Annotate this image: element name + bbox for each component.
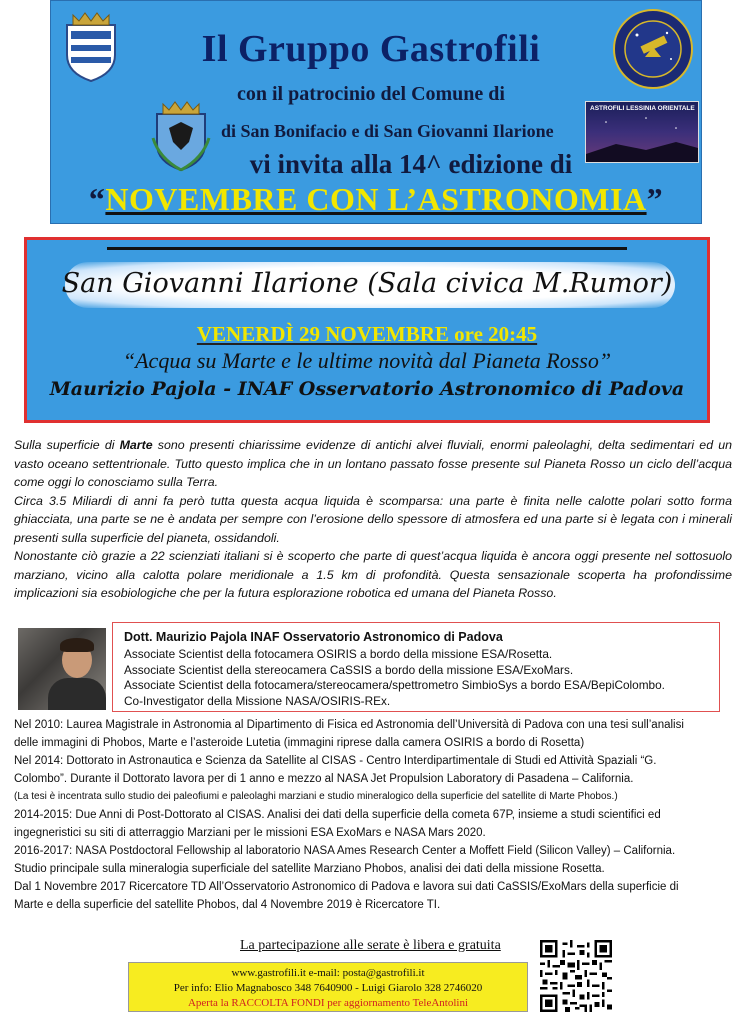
intro-paragraph-3: Nonostante ciò grazie a 22 scienziati italiani si è scoperto che parte di quest’acqua liquida è ancora oggi presente nel sottosuolo marziano, vicino alla calotta polare meridionale a 1.5 km di profondità. Questa sensazionale scoperta ha profondissime implicazioni sia esobiologiche che per la futura esplorazione robotica ed umana del Pianeta Rosso.	[14, 549, 732, 600]
cv-line: Studio principale sulla mineralogia superficiale del satellite Marziano Phobos, analisi dei dati della missione Rosetta.	[14, 863, 605, 875]
bio-role: Co-Investigator della Missione NASA/OSIRIS-REx.	[124, 693, 391, 708]
divider	[107, 247, 627, 250]
speaker-line: Maurizio Pajola - INAF Osservatorio Astronomico di Padova	[49, 378, 685, 400]
cv-line: Nel 2014: Dottorato in Astronautica e Scienza da Satellite al CISAS - Centro Interdipartimentale di Studi ed Attività Spaziali “G.	[14, 755, 657, 767]
bio-roles-list	[124, 647, 665, 709]
bio-role: Associate Scientist della fotocamera/stereocamera/spettrometro SimbioSys a bordo ESA/BepiColombo.	[124, 678, 665, 693]
header-banner	[50, 0, 702, 224]
close-quote: ”	[646, 181, 664, 217]
intro-paragraph-1: Sulla superficie di Marte sono presenti chiarissime evidenze di antichi alvei fluviali, enormi paleolaghi, delta sedimentari ed un vasto oceano settentrionale. Tutto questo implica che in un lontano passato fosse presente sul Pianeta Rosso un ciclo dell’acqua come oggi lo conosciamo sulla Terra.	[14, 438, 732, 489]
mars-keyword: Marte	[119, 438, 153, 452]
speaker-photo	[18, 628, 106, 710]
municipalities-line: di San Bonifacio e di San Giovanni Ilarione	[221, 121, 554, 141]
website-email: www.gastrofili.it e-mail: posta@gastrofili.it	[231, 967, 425, 979]
free-entry-note: La partecipazione alle serate è libera e gratuita	[240, 938, 501, 953]
cv-line: Colombo”. Durante il Dottorato lavora per di 1 anno e mezzo al NASA Jet Propulsion Laboratory di Pasadena – California.	[14, 773, 634, 785]
event-series-name: NOVEMBRE CON L’ASTRONOMIA	[105, 181, 647, 217]
event-date: VENERDÌ 29 NOVEMBRE ore 20:45	[196, 322, 538, 346]
bio-title: Dott. Maurizio Pajola INAF Osservatorio Astronomico di Padova	[124, 630, 503, 644]
gastrofili-logo-icon	[613, 9, 693, 89]
cv-line: 2016-2017: NASA Postdoctoral Fellowship al laboratorio NASA Ames Research Center a Moffett Field (Silicon Valley) – California.	[14, 845, 676, 857]
bio-role: Associate Scientist della stereocamera CaSSIS a bordo della missione ESA/ExoMars.	[124, 662, 574, 677]
intro-paragraph-2: Circa 3.5 Miliardi di anni fa però tutta questa acqua liquida è scomparsa: una parte è finita nelle calotte polari sotto forma ghiacciata, una parte se ne è andata per sempre con l’erosione dello spessore di atmosfera ed una parte si è legata con i minerali presenti sulla superficie del pianeta, ossidandoli.	[14, 493, 732, 545]
bio-role: Associate Scientist della fotocamera OSIRIS a bordo della missione ESA/Rosetta.	[124, 647, 553, 661]
photo-caption: ASTROFILI LESSINIA ORIENTALE	[590, 105, 695, 112]
cv-line: Nel 2010: Laurea Magistrale in Astronomia al Dipartimento di Fisica ed Astronomia dell’Università di Padova con una tesi sull’analisi	[14, 719, 684, 731]
cv-line: ingegneristici su siti di atterraggio Marziani per le missioni ESA ExoMars e NASA Mars 2020.	[14, 827, 486, 839]
fundraising-note: Aperta la RACCOLTA FONDI per aggiornamento TeleAntolini	[187, 997, 469, 1009]
cv-line: 2014-2015: Due Anni di Post-Dottorato al CISAS. Analisi dei dati della superficie della cometa 67P, insieme a studi scientifici ed	[14, 809, 661, 821]
cv-line: delle immagini di Phobos, Marte e l’asteroide Lutetia (immagini riprese dalla camera OSIRIS a bordo di Rosetta)	[14, 737, 585, 749]
talk-title: “Acqua su Marte e le ultime novità dal Pianeta Rosso”	[122, 348, 612, 373]
cv-text	[14, 716, 732, 914]
qr-code-icon	[540, 940, 612, 1012]
banner-title: Il Gruppo Gastrofili	[201, 28, 541, 70]
intro-text	[14, 436, 732, 603]
contact-info: Per info: Elio Magnabosco 348 7640900 - Luigi Giarolo 328 2746020	[173, 982, 483, 994]
event-box	[24, 237, 710, 423]
cv-line: (La tesi è incentrata sullo studio dei paleofiumi e paleolaghi marziani e studio mineralogico della superficie del satellite di Marte Phobos.)	[14, 791, 618, 802]
event-place: San Giovanni Ilarione (Sala civica M.Rumor)	[61, 268, 673, 299]
event-series-title	[51, 181, 701, 218]
open-quote: “	[88, 181, 106, 217]
cv-line: Dal 1 Novembre 2017 Ricercatore TD All’Osservatorio Astronomico di Padova e lavora sui dati CaSSIS/ExoMars della superficie di	[14, 881, 679, 893]
patronage-line: con il patrocinio del Comune di	[237, 83, 505, 105]
cv-line: Marte e della superficie del satellite Phobos, dal 4 Novembre 2019 è Ricercatore TI.	[14, 899, 441, 911]
contact-box	[128, 962, 528, 1012]
san-bonifacio-crest-icon	[59, 11, 123, 83]
invitation-line: vi invita alla 14^ edizione di	[249, 149, 573, 179]
